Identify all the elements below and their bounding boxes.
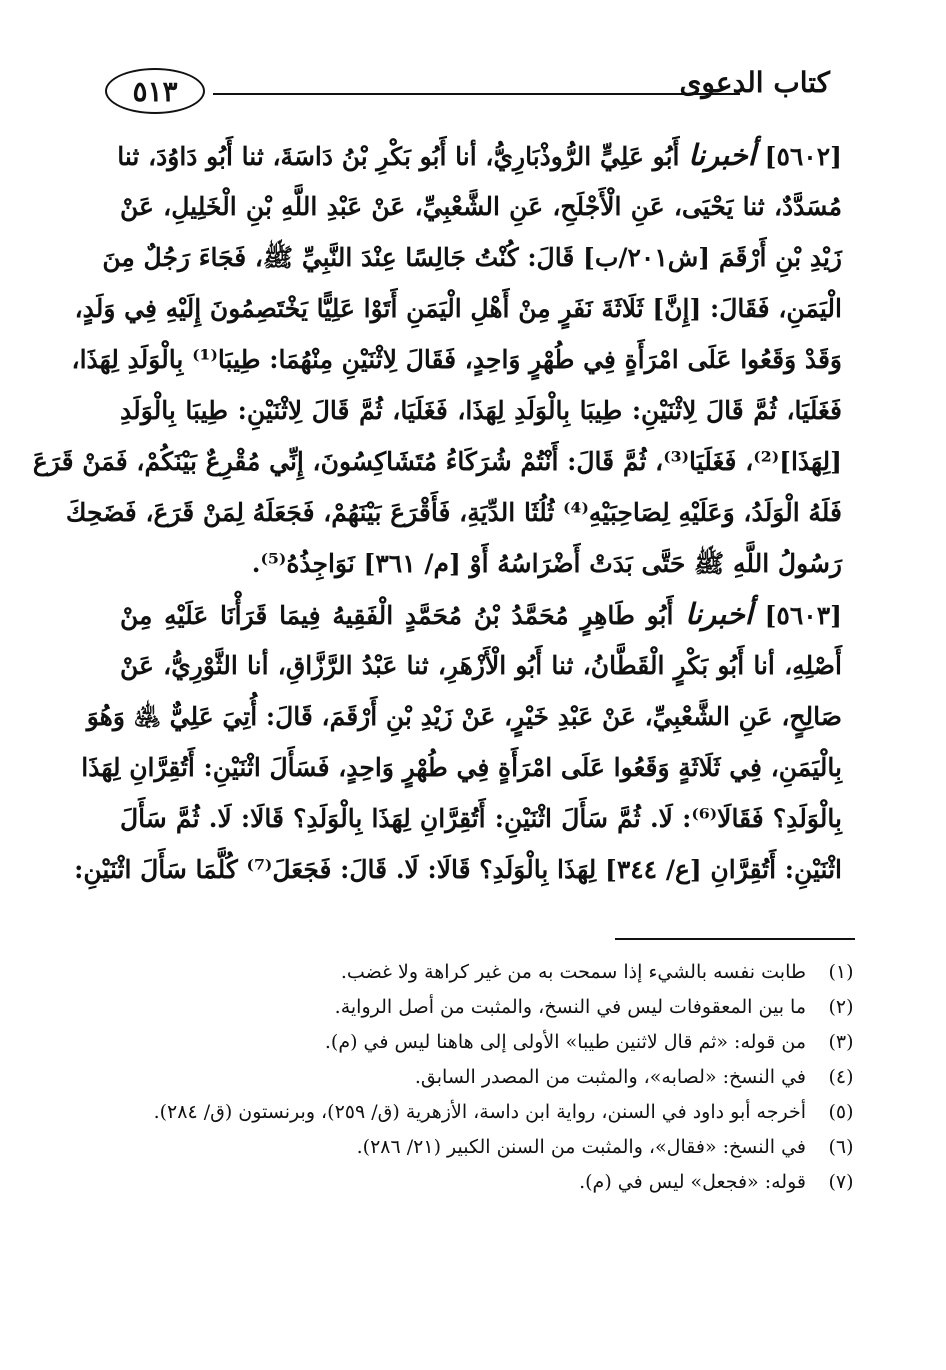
text-line: فَلَهُ الْوَلَدُ، وَعَلَيْهِ لِصَاحِبَيْهِ⁽⁴⁾ ثُلُثَا الدِّيَةِ، فَأَقْرَعَ بَيْنَهُمْ، فَجَعَلَهُ لِمَنْ قَرَعَ، فَضَحِكَ [65, 498, 842, 527]
footnote-text: طابت نفسه بالشيء إذا سمحت به من غير كراهة ولا غضب. [340, 961, 806, 983]
footnote-number: (١) [828, 961, 854, 983]
footnote-text: قوله: «فجعل» ليس في (م). [579, 1171, 806, 1193]
footnote-text: من قوله: «ثم قال لاثنين طيبا» الأولى إلى هاهنا ليس في (م). [324, 1031, 806, 1053]
akhbarana-word: أخبرنا [685, 597, 753, 631]
text-line: زَيْدِ بْنِ أَرْقَمَ [ش٢٠١/ب] قَالَ: كُنْتُ جَالِسًا عِنْدَ النَّبِيِّ ﷺ، فَجَاءَ رَجُلٌ مِنَ [102, 243, 842, 272]
footnote [110, 1130, 866, 1165]
text-line: اثْنَيْنِ: أَتُقِرَّانِ [ع/ ٣٤٤] لِهَذَا بِالْوَلَدِ؟ قَالَا: لَا. قَالَ: فَجَعَلَ⁽⁷⁾ كُلَّمَا سَأَلَ اثْنَيْنِ: [74, 855, 842, 884]
text-line: رَسُولُ اللَّهِ ﷺ حَتَّى بَدَتْ أَضْرَاسُهُ أَوْ [م/ ٣٦١] نَوَاجِذُهُ⁽⁵⁾. [251, 549, 842, 578]
hadith-ref: [٥٦٠٣] [764, 601, 842, 630]
footnote-number: (٥) [828, 1101, 854, 1123]
footnote-number: (٤) [828, 1066, 854, 1088]
footnote-number: (٢) [828, 996, 854, 1018]
footnote-text: ما بين المعقوفات ليس في النسخ، والمثبت من أصل الرواية. [334, 996, 806, 1018]
footnote [110, 1165, 866, 1200]
line-text: أَبُو عَلِيٍّ الرُّوذْبَارِيُّ، أنا أَبُو بَكْرِ بْنُ دَاسَةَ، ثنا أَبُو دَاوُدَ، ثنا [117, 142, 680, 171]
footnote-text: في النسخ: «فقال»، والمثبت من السنن الكبير (٢١/ ٢٨٦). [356, 1136, 806, 1158]
text-line: أَصْلِهِ، أنا أَبُو بَكْرٍ الْقَطَّانُ، ثنا أَبُو الْأَزْهَرِ، ثنا عَبْدُ الرَّزَّاقِ، أنا الثَّوْرِيُّ، عَنْ [120, 651, 842, 680]
footnote-number: (٧) [828, 1171, 854, 1193]
main-text [32, 130, 842, 895]
header-rule [213, 93, 740, 95]
hadith-ref: [٥٦٠٢] [764, 142, 842, 171]
page-header [95, 56, 830, 126]
text-line: فَغَلَيَا، ثُمَّ قَالَ لِاثْنَيْنِ: طِيبَا بِالْوَلَدِ لِهَذَا، فَغَلَيَا، ثُمَّ قَالَ لِاثْنَيْنِ: طِيبَا بِالْوَلَدِ [120, 396, 842, 425]
book-title: كتاب الدعوى [679, 66, 830, 99]
footnote-text: في النسخ: «لصابه»، والمثبت من المصدر السابق. [414, 1066, 806, 1088]
text-line: صَالِحٍ، عَنِ الشَّعْبِيِّ، عَنْ عَبْدِ خَيْرٍ، عَنْ زَيْدِ بْنِ أَرْقَمَ، قَالَ: أُتِيَ عَلِيٌّ ﵁ وَهُوَ [86, 702, 842, 731]
text-line: [لِهَذَا]⁽²⁾، فَغَلَيَا⁽³⁾، ثُمَّ قَالَ: أَنْتُمْ شُرَكَاءُ مُتَشَاكِسُونَ، إِنِّي مُقْرِعٌ بَيْنَكُمْ، فَمَنْ قَرَعَ [32, 447, 842, 476]
footnote-rule [615, 938, 855, 940]
text-line: الْيَمَنِ، فَقَالَ: [إِنَّ] ثَلَاثَةَ نَفَرٍ مِنْ أَهْلِ الْيَمَنِ أَتَوْا عَلِيًّا يَخْتَصِمُونَ إِلَيْهِ فِي وَلَدٍ، [74, 294, 842, 323]
footnote-number: (٦) [828, 1136, 854, 1158]
footnote [110, 1060, 866, 1095]
text-line: بِالْوَلَدِ؟ فَقَالَا⁽⁶⁾: لَا. ثُمَّ سَأَلَ اثْنَيْنِ: أَتُقِرَّانِ لِهَذَا بِالْوَلَدِ؟ قَالَا: لَا. ثُمَّ سَأَلَ [120, 804, 842, 833]
footnote [110, 955, 866, 990]
line-text: أَبُو طَاهِرٍ مُحَمَّدُ بْنُ مُحَمَّدٍ الْفَقِيهُ فِيمَا قَرَأْنَا عَلَيْهِ مِنْ [120, 601, 674, 630]
footnote [110, 1095, 866, 1130]
footnote-number: (٣) [828, 1031, 854, 1053]
footnote [110, 990, 866, 1025]
akhbarana-word: أخبرنا [688, 138, 756, 172]
footnote-text: أخرجه أبو داود في السنن، رواية ابن داسة، الأزهرية (ق/ ٢٥٩)، وبرنستون (ق/ ٢٨٤). [153, 1101, 806, 1123]
page-number: ٥١٣ [132, 74, 178, 108]
footnote [110, 1025, 866, 1060]
text-line [120, 589, 842, 640]
text-line: بِالْيَمَنِ، فِي ثَلَاثَةٍ وَقَعُوا عَلَى امْرَأَةٍ فِي طُهْرٍ وَاحِدٍ، فَسَأَلَ اثْنَيْنِ: أَتُقِرَّانِ لِهَذَا [81, 753, 842, 782]
text-line [117, 130, 842, 181]
text-line: وَقَدْ وَقَعُوا عَلَى امْرَأَةٍ فِي طُهْرٍ وَاحِدٍ، فَقَالَ لِاثْنَيْنِ مِنْهُمَا: طِيبَا⁽¹⁾ بِالْوَلَدِ لِهَذَا، [71, 345, 842, 374]
page-number-badge [105, 68, 205, 114]
text-line: مُسَدَّدٌ، ثنا يَحْيَى، عَنِ الْأَجْلَحِ، عَنِ الشَّعْبِيِّ، عَنْ عَبْدِ اللَّهِ بْنِ الْخَلِيلِ، عَنْ [120, 192, 842, 221]
footnotes [110, 955, 866, 1200]
